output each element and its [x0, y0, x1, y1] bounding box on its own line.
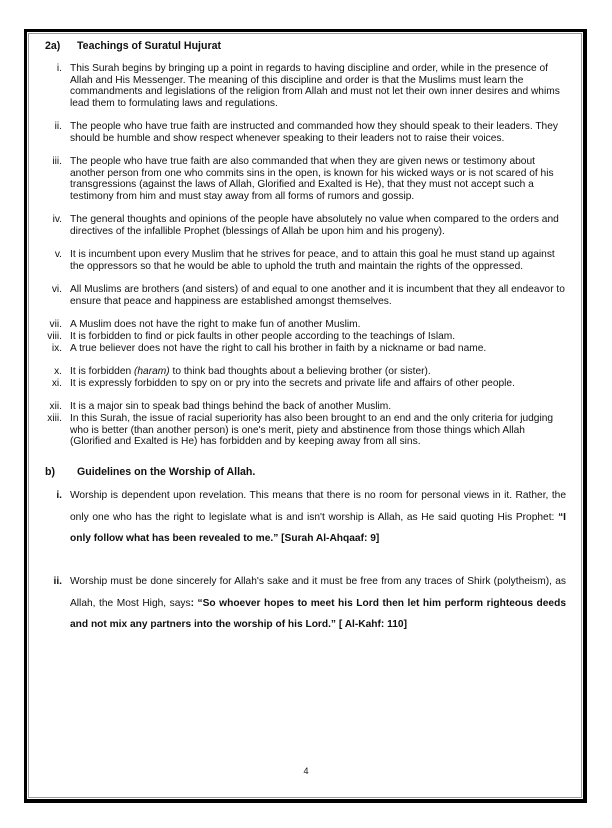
item-numeral: iv. — [52, 214, 62, 225]
quran-quote: “I only follow what has been revealed to me.” [Surah Al-Ahqaaf: 9] — [70, 511, 566, 544]
item-numeral: ix. — [51, 343, 62, 354]
section-title: Teachings of Suratul Hujurat — [77, 40, 222, 52]
item-text: The general thoughts and opinions of the people have absolutely no value when compared to the orders and directives of the infallible Prophet (blessings of Allah be upon him and his progeny). — [70, 214, 559, 237]
item-text-part: Worship must be done sincerely for Allah's sake and it must be free from any traces of Shirk (polytheism), as Allah, the Most High, says — [70, 576, 566, 609]
item-numeral: i. — [56, 490, 62, 501]
item-numeral: ii. — [53, 576, 62, 587]
item-text: All Muslims are brothers (and sisters) of and equal to one another and it is incumbent that they all endeavor to ensure that peace and happiness are established amongst themselves. — [70, 284, 565, 307]
item-text: The people who have true faith are instructed and commanded how they should speak to their leaders. They should be humble and show respect whenever speaking to their leaders not to raise their voices. — [70, 121, 558, 144]
item-text: In this Surah, the issue of racial superiority has also been brought to an end and the only criteria for judging who is better (than another person) is one's merit, piety and abstinence from those things which Allah (Glorified and Exalted is He) has forbidden and by keeping away from all sins. — [70, 413, 554, 447]
item-text: It is a major sin to speak bad things behind the back of another Muslim. — [70, 401, 392, 412]
item-text-part: Worship is dependent upon revelation. This means that there is no room for personal views in it. Rather, the only one who has the right to legislate what is and isn't worship is Allah, as He said quoting His Prophet: — [70, 490, 566, 523]
item-text-italic: (haram) — [134, 366, 170, 377]
section-title: Guidelines on the Worship of Allah. — [77, 466, 256, 478]
item-text: It is forbidden to find or pick faults in other people according to the teachings of Islam. — [70, 331, 456, 342]
item-text: It is incumbent upon every Muslim that he strives for peace, and to attain this goal he must stand up against the oppressors so that he would be able to uphold the truth and maintain the rights of the oppressed. — [70, 249, 555, 272]
item-text — [70, 485, 566, 550]
item-numeral: vii. — [49, 319, 62, 330]
item-numeral: xii. — [49, 401, 62, 412]
item-text — [70, 571, 566, 636]
item-text: A true believer does not have the right to call his brother in faith by a nickname or bad name. — [70, 343, 487, 354]
item-numeral: i. — [56, 63, 62, 74]
item-numeral: x. — [54, 366, 62, 377]
section-number: b) — [45, 466, 55, 478]
item-numeral: xiii. — [47, 413, 62, 424]
item-text-part: It is forbidden — [70, 366, 134, 377]
quran-quote: : “So whoever hopes to meet his Lord then let him perform righteous deeds and not mix any partners into the worship of his Lord.” [ Al-Kahf: 110] — [70, 597, 566, 630]
section-number: 2a) — [45, 40, 61, 52]
item-numeral: ii. — [54, 121, 62, 132]
item-numeral: iii. — [52, 156, 62, 167]
item-numeral: vi. — [51, 284, 62, 295]
item-text: The people who have true faith are also commanded that when they are given news or testimony about another person from one who commits sins in the open, is known for his wicked ways or is not scared of his transgressions (against the laws of Allah, Glorified and Exalted is He), that they must not accept such a testimony from him and must stay away from all forms of rumors and gossip. — [70, 156, 554, 202]
item-text: This Surah begins by bringing up a point in regards to having discipline and order, while in the presence of Allah and His Messenger. The meaning of this discipline and order is that the Muslims must learn the commandments and legislations of the religion from Allah and must not let their own inner desires and whims lead them to formulating laws and regulations. — [70, 63, 560, 109]
item-text — [70, 366, 566, 378]
item-numeral: v. — [54, 249, 62, 260]
page-number: 4 — [303, 766, 309, 776]
item-text: It is expressly forbidden to spy on or pry into the secrets and private life and affairs of other people. — [70, 378, 515, 389]
item-numeral: viii. — [47, 331, 62, 342]
item-text-part: to think bad thoughts about a believing brother (or sister). — [169, 366, 431, 377]
item-text: A Muslim does not have the right to make fun of another Muslim. — [70, 319, 361, 330]
item-numeral: xi. — [51, 378, 62, 389]
